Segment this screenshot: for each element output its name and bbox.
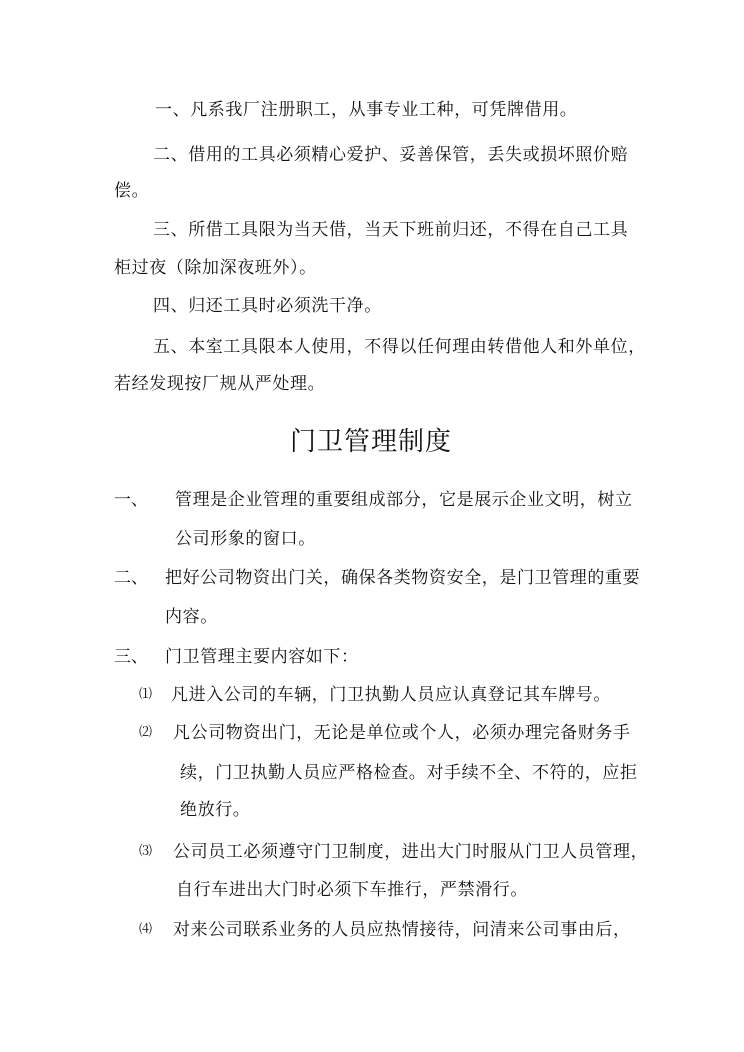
subitem-3-line-1: 公司员工必须遵守门卫制度，进出大门时服从门卫人员管理，: [173, 842, 649, 862]
item-2-marker: 二、: [114, 568, 148, 588]
subitem-1-line-1: 凡进入公司的车辆，门卫执勤人员应认真登记其车牌号。: [171, 685, 611, 705]
section-title: 门卫管理制度: [290, 427, 453, 457]
subitem-2-marker: ⑵: [139, 725, 153, 740]
rule-5-line-1: 五、本室工具限本人使用，不得以任何理由转借他人和外单位，: [153, 337, 646, 357]
subitem-2-line-1: 凡公司物资出门，无论是单位或个人，必须办理完备财务手: [173, 723, 631, 743]
subitem-1-marker: ⑴: [139, 687, 153, 702]
item-2-line-2: 内容。: [165, 607, 218, 627]
rule-2-line-2: 偿。: [114, 181, 150, 201]
item-1-line-1: 管理是企业管理的重要组成部分，它是展示企业文明，树立: [175, 490, 633, 510]
subitem-3-line-2: 自行车进出大门时必须下车推行，严禁滑行。: [176, 880, 528, 900]
rule-2-line-1: 二、借用的工具必须精心爱护、妥善保管，丢失或损坏照价赔: [153, 145, 629, 165]
rule-3-line-1: 三、所借工具限为当天借，当天下班前归还，不得在自己工具: [153, 220, 629, 240]
item-3-line-1: 门卫管理主要内容如下：: [165, 647, 359, 667]
rule-1: 一、凡系我厂注册职工，从事专业工种，可凭牌借用。: [155, 100, 578, 120]
rule-4: 四、归还工具时必须洗干净。: [153, 296, 382, 316]
subitem-3-marker: ⑶: [139, 844, 153, 859]
item-1-line-2: 公司形象的窗口。: [175, 529, 316, 549]
item-1-marker: 一、: [114, 490, 148, 510]
rule-3-line-2: 柜过夜（除加深夜班外）。: [114, 258, 317, 278]
subitem-2-line-2: 续，门卫执勤人员应严格检查。对手续不全、不符的，应拒: [180, 763, 638, 783]
subitem-4-line-1: 对来公司联系业务的人员应热情接待，问清来公司事由后，: [173, 920, 631, 940]
item-3-marker: 三、: [114, 647, 148, 667]
rule-5-line-2: 若经发现按厂规从严处理。: [114, 374, 326, 394]
subitem-2-line-3: 绝放行。: [180, 800, 251, 820]
item-2-line-1: 把好公司物资出门关，确保各类物资安全，是门卫管理的重要: [165, 568, 641, 588]
subitem-4-marker: ⑷: [139, 922, 153, 937]
